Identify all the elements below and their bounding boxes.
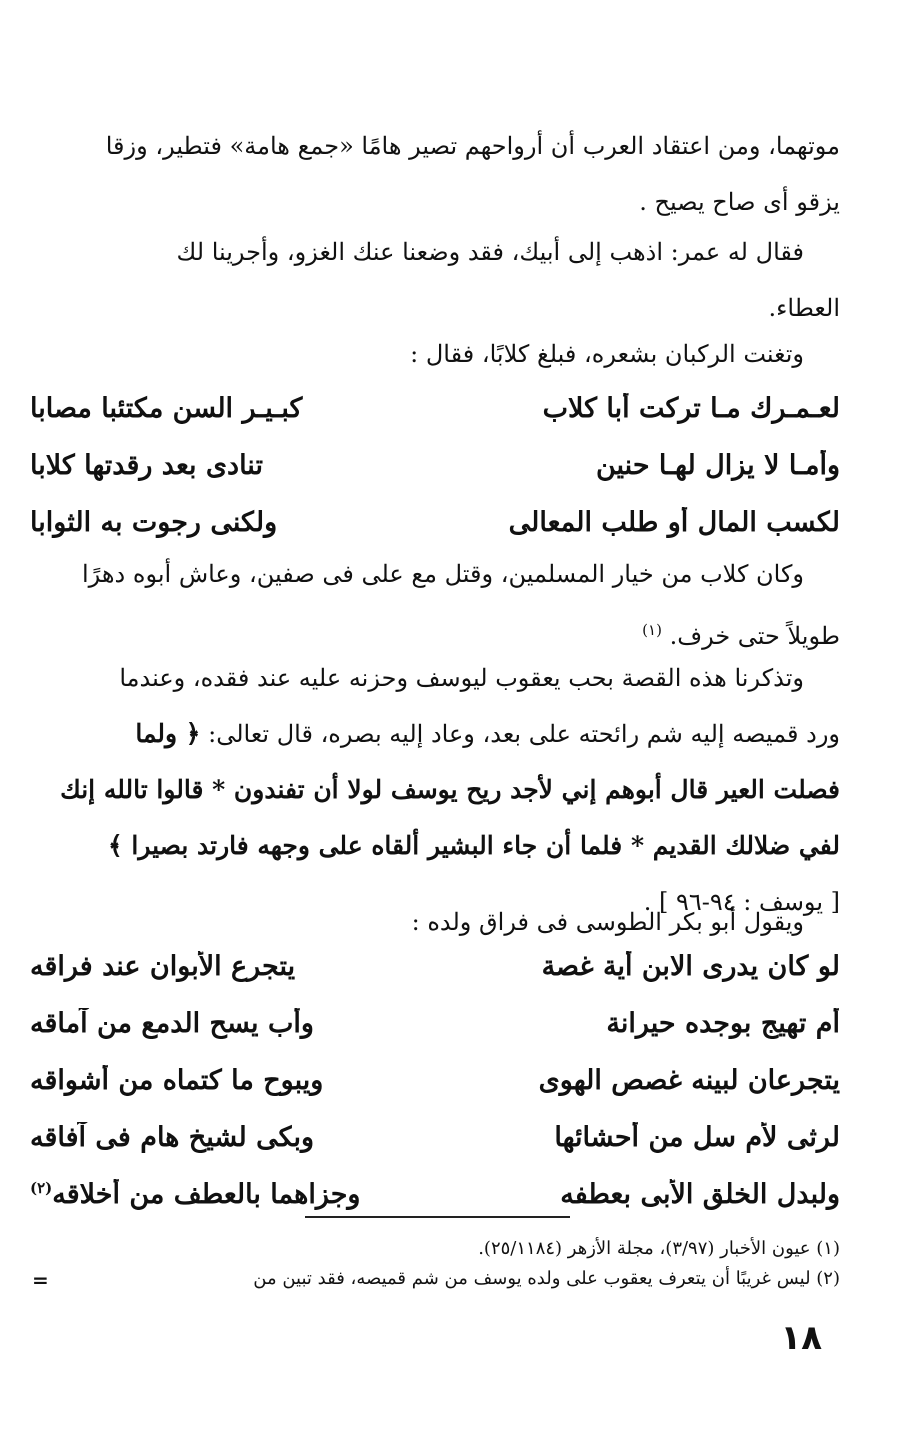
- first-hemistich: لعـمـرك مـا تركت أبا كلاب: [542, 393, 840, 424]
- quran-line: لفي ضلالك القديم * فلما أن جاء البشير ألقاه على وجهه فارتد بصيرا ﴾: [108, 831, 840, 860]
- footnotes: [30, 1234, 840, 1294]
- text-fragment: طويلاً حتى خرف.: [669, 622, 840, 650]
- footnote-separator: [305, 1216, 570, 1218]
- second-hemistich: [30, 1179, 435, 1210]
- footnote-2: (٢) ليس غريبًا أن يتعرف يعقوب على ولده يوسف من شم قميصه، فقد تبين من: [253, 1268, 840, 1289]
- paragraph-3: [30, 326, 840, 382]
- verse-line: [30, 995, 840, 1052]
- second-hemistich: كبـيـر السن مكتئبا مصابا: [30, 393, 303, 424]
- text-line: وكان كلاب من خيار المسلمين، وقتل مع على فى صفين، وعاش أبوه دهرًا: [81, 560, 804, 588]
- verse-line: [30, 1166, 840, 1223]
- paragraph-5: [30, 650, 840, 930]
- text-line: ويقول أبو بكر الطوسى فى فراق ولده :: [411, 908, 804, 936]
- second-hemistich: تنادى بعد رقدتها كلابا: [30, 450, 263, 481]
- text-line: [30, 706, 840, 762]
- poem-1: [30, 380, 840, 551]
- verse-line: [30, 938, 840, 995]
- text-line: فقال له عمر: اذهب إلى أبيك، فقد وضعنا عنك الغزو، وأجرينا لك: [176, 238, 804, 266]
- text-line: موتهما، ومن اعتقاد العرب أن أرواحهم تصير هامًا «جمع هامة» فتطير، وزقا: [105, 132, 840, 160]
- quran-quote: ﴿ ولما: [135, 719, 201, 748]
- verse-reference: [ يوسف : ٩٤-٩٦ ] .: [643, 888, 840, 916]
- text-fragment: ورد قميصه إليه شم رائحته على بعد، وعاد إليه بصره، قال تعالى:: [208, 720, 840, 748]
- second-hemistich: ولكنى رجوت به الثوابا: [30, 507, 278, 538]
- paragraph-4: [30, 546, 840, 664]
- page-number: ١٨: [780, 1318, 822, 1358]
- footnote-1: (١) عيون الأخبار (٣/٩٧)، مجلة الأزهر (٢٥/١١٨٤).: [478, 1238, 840, 1259]
- quran-line: فصلت العير قال أبوهم إني لأجد ريح يوسف لولا أن تفندون * قالوا تالله إنك: [60, 775, 840, 804]
- poem-2: [30, 938, 840, 1223]
- first-hemistich: لو كان يدرى الابن أية غصة: [541, 951, 840, 982]
- verse-line: [30, 1052, 840, 1109]
- second-hemistich: ويبوح ما كتماه من أشواقه: [30, 1065, 324, 1096]
- verse-line: [30, 494, 840, 551]
- footnote-ref: (٢): [30, 1179, 53, 1197]
- verse-line: [30, 1109, 840, 1166]
- text-line: وتذكرنا هذه القصة بحب يعقوب ليوسف وحزنه عليه عند فقده، وعندما: [119, 664, 804, 692]
- verse-line: [30, 380, 840, 437]
- first-hemistich: ولبدل الخلق الأبى بعطفه: [560, 1179, 840, 1210]
- first-hemistich: لرثى لأم سل من أحشائها: [554, 1122, 840, 1153]
- verse-line: [30, 437, 840, 494]
- first-hemistich: أم تهيج بوجده حيرانة: [606, 1008, 840, 1039]
- footnote-ref: (١): [642, 621, 662, 639]
- footnote-continuation-mark: =: [32, 1268, 49, 1292]
- first-hemistich: وأمـا لا يزال لهـا حنين: [595, 450, 840, 481]
- paragraph-1: [30, 118, 840, 230]
- text-line: العطاء.: [768, 294, 840, 322]
- first-hemistich: لكسب المال أو طلب المعالى: [508, 507, 840, 538]
- second-hemistich: وأب يسح الدمع من آماقه: [30, 1008, 314, 1039]
- text-line: يزقو أى صاح يصيح .: [639, 188, 840, 216]
- second-hemistich: يتجرع الأبوان عند فراقه: [30, 951, 296, 982]
- first-hemistich: يتجرعان لبينه غصص الهوى: [538, 1065, 840, 1096]
- text-fragment: وجزاهما بالعطف من أخلاقه: [52, 1179, 361, 1210]
- paragraph-2: [30, 224, 840, 336]
- second-hemistich: وبكى لشيخ هام فى آفاقه: [30, 1122, 315, 1153]
- text-line: وتغنت الركبان بشعره، فبلغ كلابًا، فقال :: [410, 340, 804, 368]
